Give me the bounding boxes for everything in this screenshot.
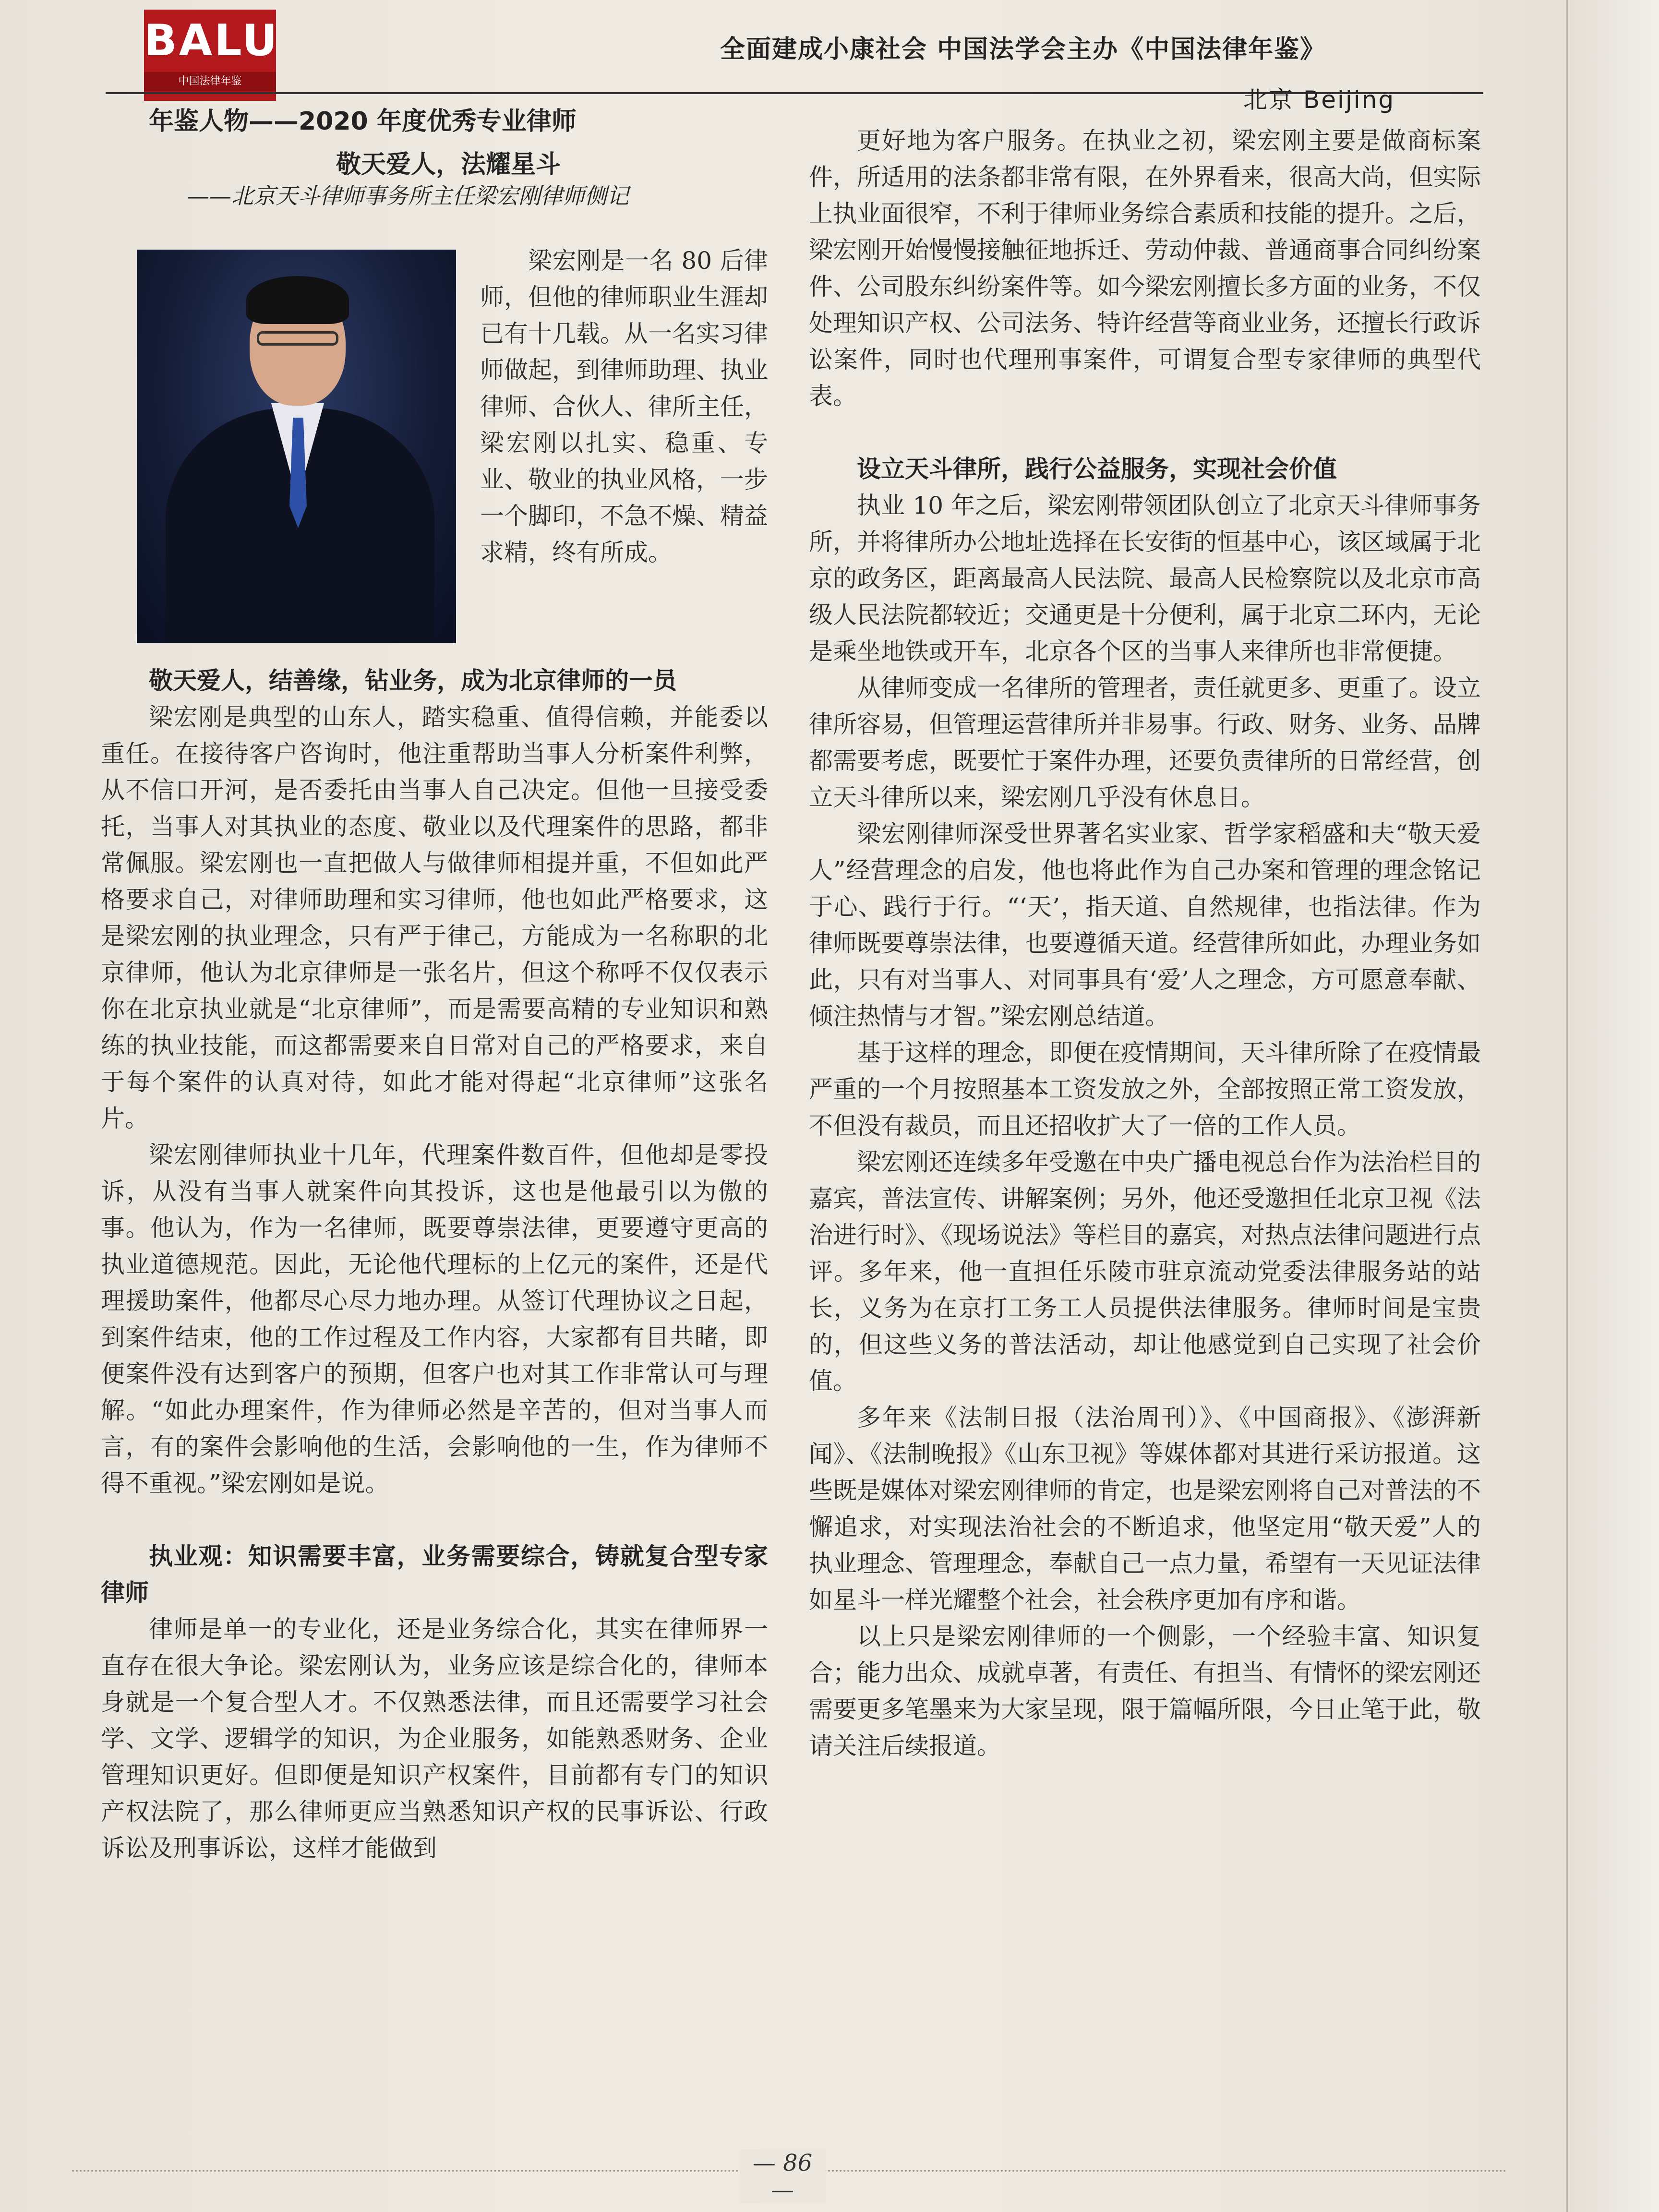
body-paragraph: 更好地为客户服务。在执业之初，梁宏刚主要是做商标案件，所适用的法条都非常有限，在外界看来，很高大尚，但实际上执业面很窄，不利于律师业务综合素质和技能的提升。之后，梁宏刚开始慢慢接触征地拆迁、劳动仲裁、普通商事合同纠纷案件、公司股东纠纷案件等。如今梁宏刚擅长多方面的业务，不仅处理知识产权、公司法务、特许经营等商业业务，还擅长行政诉讼案件，同时也代理刑事案件，可谓复合型专家律师的典型代表。 — [809, 127, 1481, 410]
section-heading: 设立天斗律所，践行公益服务，实现社会价值 — [857, 455, 1337, 483]
right-column — [809, 122, 1481, 1764]
lawyer-portrait-photo — [137, 250, 456, 643]
left-column — [101, 662, 768, 1866]
logo-mark: BALU — [144, 15, 279, 66]
body-paragraph: 从律师变成一名律所的管理者，责任就更多、更重了。设立律所容易，但管理运营律所并非易事。行政、财务、业务、品牌都需要考虑，既要忙于案件办理，还要负责律所的日常经营，创立天斗律所以来，梁宏刚几乎没有休息日。 — [809, 674, 1481, 811]
intro-paragraph: 梁宏刚是一名 80 后律师，但他的律师职业生涯却已有十几载。从一名实习律师做起，到律师助理、执业律师、合伙人、律所主任，梁宏刚以扎实、稳重、专业、敬业的执业风格，一步一个脚印，不急不燥、精益求精，终有所成。 — [480, 247, 768, 566]
logo-subtext: 中国法律年鉴 — [144, 72, 276, 91]
body-paragraph: 以上只是梁宏刚律师的一个侧影，一个经验丰富、知识复合；能力出众、成就卓著，有责任、有担当、有情怀的梁宏刚还需要更多笔墨来为大家呈现，限于篇幅所限，今日止笔于此，敬请关注后续报道。 — [809, 1623, 1481, 1760]
body-paragraph: 梁宏刚是典型的山东人，踏实稳重、值得信赖，并能委以重任。在接待客户咨询时，他注重帮助当事人分析案件利弊，从不信口开河，是否委托由当事人自己决定。但他一旦接受委托，当事人对其执业的态度、敬业以及代理案件的思路，都非常佩服。梁宏刚也一直把做人与做律师相提并重，不但如此严格要求自己，对律师助理和实习律师，他也如此严格要求，这是梁宏刚的执业理念，只有严于律己，方能成为一名称职的北京律师，他认为北京律师是一张名片，但这个称呼不仅仅表示你在北京执业就是“北京律师”，而是需要高精的专业知识和熟练的执业技能，而这都需要来自日常对自己的严格要求，来自于每个案件的认真对待，如此才能对得起“北京律师”这张名片。 — [101, 703, 768, 1132]
article-title: 敬天爱人，法耀星斗 — [336, 150, 561, 179]
section-heading: 敬天爱人，结善缘，钻业务，成为北京律师的一员 — [149, 667, 677, 695]
body-paragraph: 梁宏刚还连续多年受邀在中央广播电视总台作为法治栏目的嘉宾，普法宣传、讲解案例；另外，他还受邀担任北京卫视《法治进行时》、《现场说法》等栏目的嘉宾，对热点法律问题进行点评。多年来，他一直担任乐陵市驻京流动党委法律服务站的站长，义务为在京打工务工人员提供法律服务。律师时间是宝贵的，但这些义务的普法活动，却让他感觉到自己实现了社会价值。 — [809, 1148, 1481, 1395]
page-number: — 86 — — [739, 2150, 826, 2203]
intro-column — [480, 242, 768, 571]
body-paragraph: 律师是单一的专业化，还是业务综合化，其实在律师界一直存在很大争论。梁宏刚认为，业务应该是综合化的，律师本身就是一个复合型人才。不仅熟悉法律，而且还需要学习社会学、文学、逻辑学的知识，为企业服务，如能熟悉财务、企业管理知识更好。但即便是知识产权案件，目前都有专门的知识产权法院了，那么律师更应当熟悉知识产权的民事诉讼、行政诉讼及刑事诉讼，这样才能做到 — [101, 1615, 768, 1862]
location-label: 北京 Beijing — [1243, 86, 1395, 114]
publication-logo — [144, 10, 279, 101]
article-kicker: 年鉴人物——2020 年度优秀专业律师 — [149, 107, 577, 136]
body-paragraph: 基于这样的理念，即便在疫情期间，天斗律所除了在疫情最严重的一个月按照基本工资发放之外，全部按照正常工资发放，不但没有裁员，而且还招收扩大了一倍的工作人员。 — [809, 1039, 1481, 1140]
facing-page-edge — [1566, 0, 1659, 2212]
portrait-glasses — [257, 331, 338, 346]
article-subtitle: ——北京天斗律师事务所主任梁宏刚律师侧记 — [187, 183, 629, 209]
body-paragraph: 梁宏刚律师深受世界著名实业家、哲学家稻盛和夫“敬天爱人”经营理念的启发，他也将此作为自己办案和管理的理念铭记于心、践行于行。“‘天’，指天道、自然规律，也指法律。作为律师既要尊崇法律，也要遵循天道。经营律所如此，办理业务如此，只有对当事人、对同事具有‘爱’人之理念，方可愿意奉献、倾注热情与才智。”梁宏刚总结道。 — [809, 820, 1481, 1030]
body-paragraph: 多年来《法制日报（法治周刊）》、《中国商报》、《澎湃新闻》、《法制晚报》《山东卫视》等媒体都对其进行采访报道。这些既是媒体对梁宏刚律师的肯定，也是梁宏刚将自己对普法的不懈追求，对实现法治社会的不断追求，他坚定用“敬天爱”人的执业理念、管理理念，奉献自己一点力量，希望有一天见证法律如星斗一样光耀整个社会，社会秩序更加有序和谐。 — [809, 1404, 1481, 1614]
body-paragraph: 梁宏刚律师执业十几年，代理案件数百件，但他却是零投诉，从没有当事人就案件向其投诉，这也是他最引以为傲的事。他认为，作为一名律师，既要尊崇法律，更要遵守更高的执业道德规范。因此，无论他代理标的上亿元的案件，还是代理援助案件，他都尽心尽力地办理。从签订代理协议之日起，到案件结束，他的工作过程及工作内容，大家都有目共睹，即便案件没有达到客户的预期，但客户也对其工作非常认可与理解。“如此办理案件，作为律师必然是辛苦的，但对当事人而言，有的案件会影响他的生活，会影响他的一生，作为律师不得不重视。”梁宏刚如是说。 — [101, 1141, 768, 1497]
body-paragraph: 执业 10 年之后，梁宏刚带领团队创立了北京天斗律师事务所，并将律所办公地址选择在长安街的恒基中心，该区域属于北京的政务区，距离最高人民法院、最高人民检察院以及北京市高级人民法院都较近；交通更是十分便利，属于北京二环内，无论是乘坐地铁或开车，北京各个区的当事人来律所也非常便捷。 — [809, 492, 1481, 665]
section-heading: 执业观：知识需要丰富，业务需要综合，铸就复合型专家律师 — [101, 1542, 768, 1607]
header-tagline: 全面建成小康社会 中国法学会主办《中国法律年鉴》 — [720, 35, 1326, 64]
portrait-hair — [246, 276, 349, 324]
